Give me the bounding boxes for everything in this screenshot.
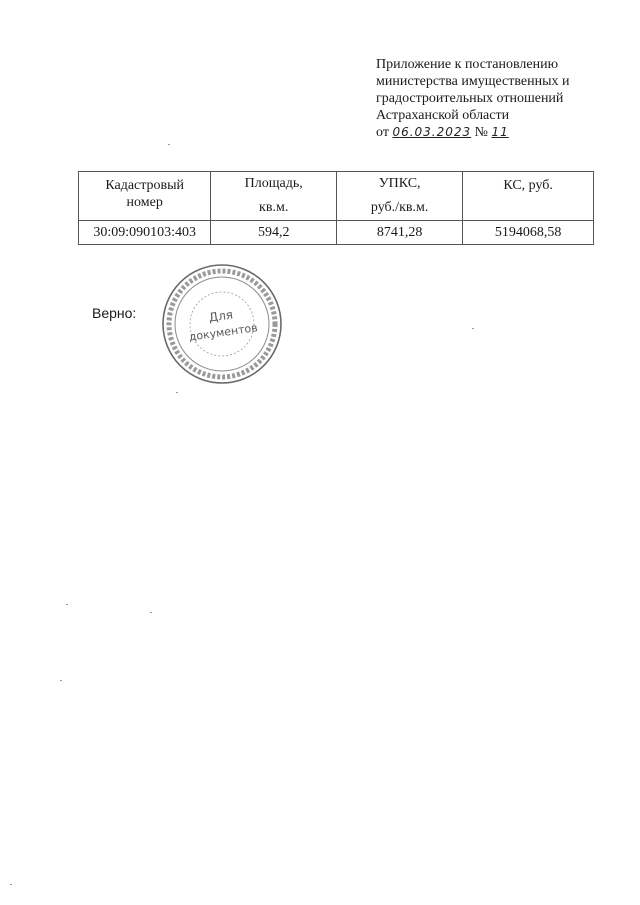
header-date-line	[376, 124, 626, 141]
scan-speck	[10, 884, 12, 885]
verno-label: Верно:	[92, 305, 137, 321]
scan-speck	[150, 612, 152, 613]
cell-area: 594,2	[211, 221, 337, 245]
scan-speck	[472, 328, 474, 329]
table-header-row	[79, 172, 594, 221]
header-upks-line2: руб./кв.м.	[370, 200, 429, 215]
header-area-line1: Площадь,	[244, 176, 303, 191]
header-cadastral-number	[79, 172, 211, 221]
stamp-ring-text-band	[169, 271, 275, 377]
cell-upks: 8741,28	[336, 221, 462, 245]
stamp-center-text-2: документов	[187, 321, 259, 344]
header-area	[211, 172, 337, 221]
header-upks-line1: УПКС,	[378, 176, 421, 191]
cell-cadastral-number: 30:09:090103:403	[79, 221, 211, 245]
scan-speck	[168, 144, 170, 145]
header-line-2: министерства имущественных и	[376, 74, 570, 89]
stamp-center-text-1: Для	[207, 307, 234, 325]
document-header	[376, 56, 626, 141]
round-stamp	[160, 262, 284, 386]
handwritten-date: 06.03.2023	[392, 125, 472, 139]
scan-speck	[66, 604, 68, 605]
date-prefix: от	[376, 125, 389, 140]
header-ks-line1: КС, руб.	[503, 178, 553, 193]
cadastral-table	[78, 171, 594, 245]
header-line-1: Приложение к постановлению	[376, 57, 559, 72]
scan-speck	[60, 680, 62, 681]
header-cadastral-number-line1: Кадастровый	[105, 178, 185, 193]
header-upks	[336, 172, 462, 221]
scan-speck	[176, 392, 178, 393]
header-cadastral-number-line2: номер	[126, 195, 163, 210]
cell-ks: 5194068,58	[463, 221, 594, 245]
header-line-3: градостроительных отношений	[376, 91, 564, 106]
header-ks	[463, 172, 594, 221]
header-line-4: Астраханской области	[376, 108, 510, 123]
number-sign: №	[474, 125, 489, 140]
stamp-outer-ring	[163, 265, 281, 383]
table-row	[79, 221, 594, 245]
header-area-line2: кв.м.	[259, 200, 289, 215]
handwritten-number: 11	[491, 125, 509, 139]
